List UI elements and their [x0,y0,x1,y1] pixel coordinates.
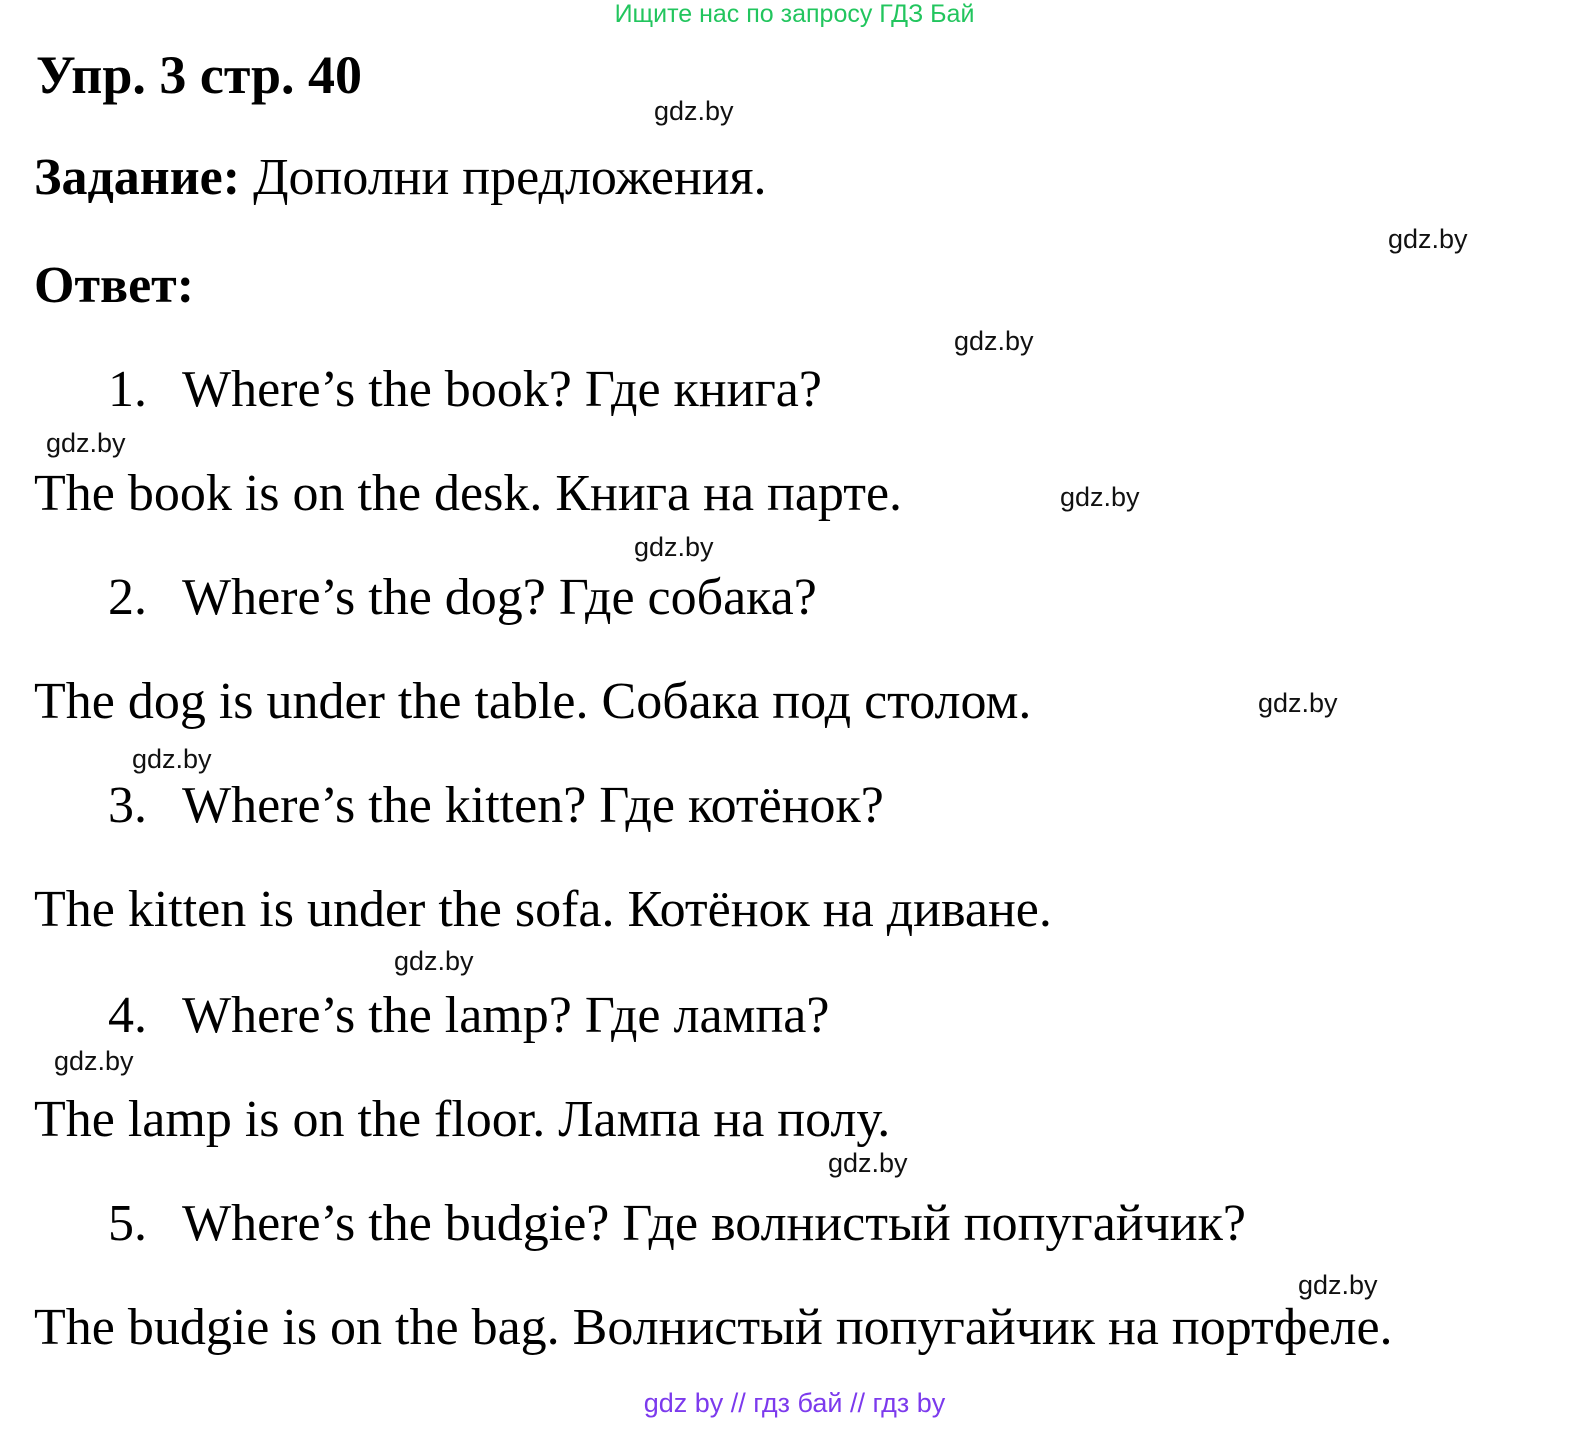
answer-1: The book is on the desk. Книга на парте. [34,465,903,522]
question-5 [108,1194,1246,1253]
answer-4: The lamp is on the floor. Лампа на полу. [34,1091,891,1148]
watermark: gdz.by [132,744,212,774]
watermark: gdz.by [46,428,126,458]
question-number: 5. [108,1195,147,1252]
watermark: gdz.by [54,1046,134,1076]
watermark: gdz.by [394,946,474,976]
watermark: gdz.by [1298,1270,1378,1300]
task-line [34,148,767,207]
question-number: 4. [108,987,147,1044]
watermark: gdz.by [1388,224,1468,254]
question-text: Where’s the book? Где книга? [182,361,822,418]
question-text: Where’s the lamp? Где лампа? [182,987,830,1044]
answer-5: The budgie is on the bag. Волнистый попугайчик на портфеле. [34,1299,1393,1356]
watermark: gdz.by [954,326,1034,356]
question-number: 3. [108,777,147,834]
footer-watermark: gdz by // гдз бай // гдз by [643,1388,946,1418]
question-3 [108,776,884,835]
question-1 [108,360,822,419]
watermark: gdz.by [1258,688,1338,718]
top-banner: Ищите нас по запросу ГДЗ Бай [614,0,975,28]
watermark: gdz.by [1060,482,1140,512]
answer-label: Ответ: [34,257,195,314]
question-number: 2. [108,569,147,626]
task-label: Задание: [34,149,241,206]
question-2 [108,568,817,627]
watermark: gdz.by [828,1148,908,1178]
question-text: Where’s the kitten? Где котёнок? [182,777,884,834]
question-number: 1. [108,361,147,418]
watermark: gdz.by [634,532,714,562]
task-text: Дополни предложения. [253,149,767,206]
answer-2: The dog is under the table. Собака под столом. [34,673,1032,730]
question-text: Where’s the budgie? Где волнистый попугайчик? [182,1195,1246,1252]
watermark: gdz.by [654,96,734,126]
page-title: Упр. 3 стр. 40 [36,45,363,105]
question-4 [108,986,829,1045]
answer-3: The kitten is under the sofa. Котёнок на диване. [34,881,1052,938]
question-text: Where’s the dog? Где собака? [182,569,817,626]
